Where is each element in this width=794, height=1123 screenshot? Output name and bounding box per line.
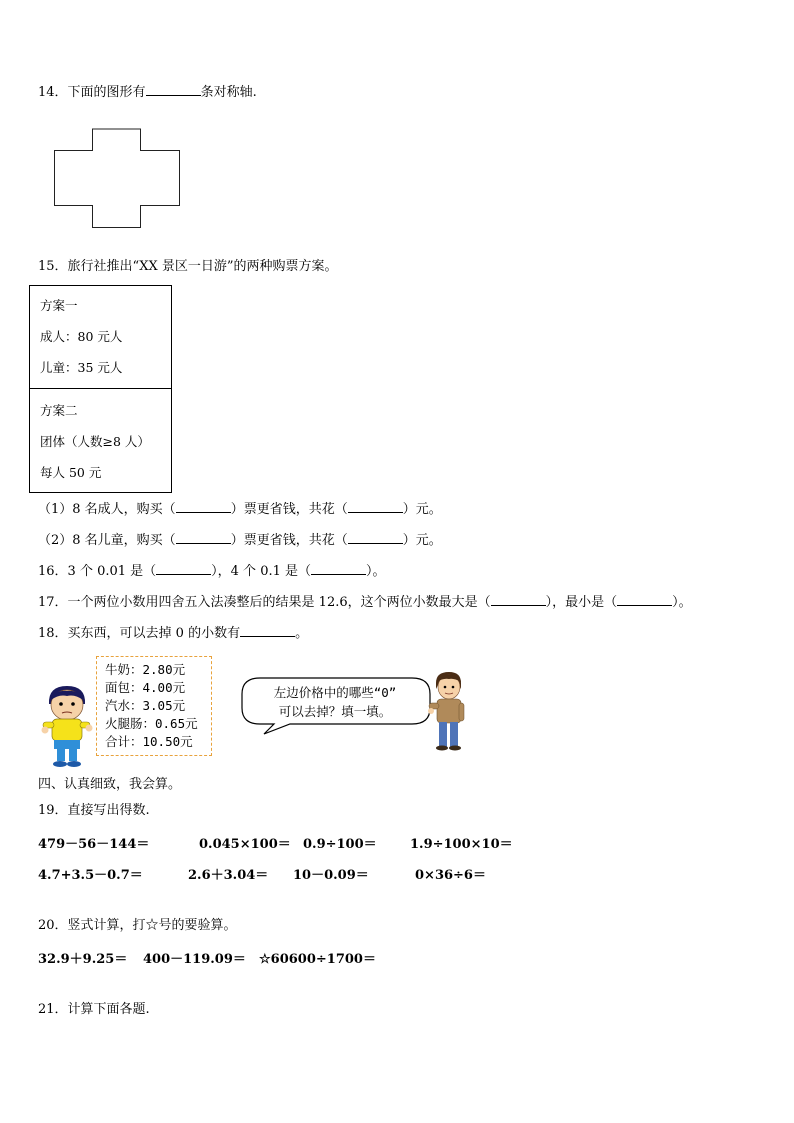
teacher-cartoon-illustration	[428, 671, 468, 751]
q17-blank-max[interactable]	[491, 593, 546, 606]
q15-sub2-blank-plan[interactable]	[176, 531, 231, 544]
boy-cartoon-illustration	[40, 684, 94, 768]
q19-title: 19．直接写出得数.	[38, 803, 150, 818]
plan2-per-price: 每人 50 元	[40, 465, 102, 480]
plan2-title: 方案二	[40, 403, 78, 418]
q19-r2-item2: 2.6＋3.04＝	[188, 868, 269, 883]
q15-sub2-blank-cost[interactable]	[348, 531, 403, 544]
plan2-group-rule: 团体（人数≥8 人）	[40, 434, 150, 449]
price-item-milk: 牛奶：2.80元	[105, 662, 186, 677]
q14-answer-blank[interactable]	[146, 83, 201, 96]
section-4-heading: 四、认真细致，我会算。	[38, 777, 182, 792]
q15-sub1: （1）8 名成人，购买（ ）票更省钱，共花（ ）元。	[38, 502, 442, 517]
q18-answer-blank[interactable]	[240, 624, 295, 637]
plan1-child-price: 儿童：35 元人	[40, 360, 123, 375]
q20-item1: 32.9＋9.25＝	[38, 952, 128, 967]
q19-r2-item4: 0×36÷6＝	[415, 868, 486, 883]
q16-question: 16．3 个 0.01 是（ ），4 个 0.1 是（ ）。	[38, 564, 386, 579]
price-list-box	[96, 656, 212, 756]
q19-r2-item1: 4.7+3.5－0.7＝	[38, 868, 143, 883]
price-item-total: 合计：10.50元	[105, 734, 193, 749]
speech-bubble-line2: 可以去掉？填一填。	[278, 704, 392, 719]
q20-title: 20．竖式计算，打☆号的要验算。	[38, 918, 237, 933]
q20-item2: 400－119.09＝	[143, 952, 246, 967]
q15-sub2: （2）8 名儿童，购买（ ）票更省钱，共花（ ）元。	[38, 533, 442, 548]
plan1-title: 方案一	[40, 298, 78, 313]
plan-divider	[30, 388, 171, 389]
q17-blank-min[interactable]	[617, 593, 672, 606]
q15-question: 15．旅行社推出“XX 景区一日游”的两种购票方案。	[38, 259, 338, 274]
q20-item3: ☆60600÷1700＝	[259, 952, 376, 967]
price-item-soda: 汽水：3.05元	[105, 698, 186, 713]
q21-title: 21．计算下面各题.	[38, 1002, 150, 1017]
q15-sub1-blank-plan[interactable]	[176, 500, 231, 513]
q19-r1-item1: 479－56－144＝	[38, 837, 150, 852]
q19-r1-item4: 1.9÷100×10＝	[410, 837, 513, 852]
speech-bubble-line1: 左边价格中的哪些“0”	[273, 685, 397, 700]
q18-question: 18．买东西，可以去掉 0 的小数有 。	[38, 626, 309, 641]
q16-blank-2[interactable]	[311, 562, 366, 575]
price-item-sausage: 火腿肠：0.65元	[105, 716, 198, 731]
q17-question: 17．一个两位小数用四舍五入法凑整后的结果是 12.6，这个两位小数最大是（ ），最小是（ ）。	[38, 595, 692, 610]
q19-r1-item3: 0.9÷100＝	[303, 837, 377, 852]
q19-r2-item3: 10－0.09＝	[293, 868, 369, 883]
q19-r1-item2: 0.045×100＝	[199, 837, 291, 852]
cross-shape-figure	[54, 128, 182, 230]
q15-sub1-blank-cost[interactable]	[348, 500, 403, 513]
price-item-bread: 面包：4.00元	[105, 680, 186, 695]
ticket-plans-box	[29, 285, 172, 493]
q16-blank-1[interactable]	[156, 562, 211, 575]
q14-question: 14．下面的图形有 条对称轴.	[38, 85, 257, 100]
plan1-adult-price: 成人：80 元人	[40, 329, 123, 344]
